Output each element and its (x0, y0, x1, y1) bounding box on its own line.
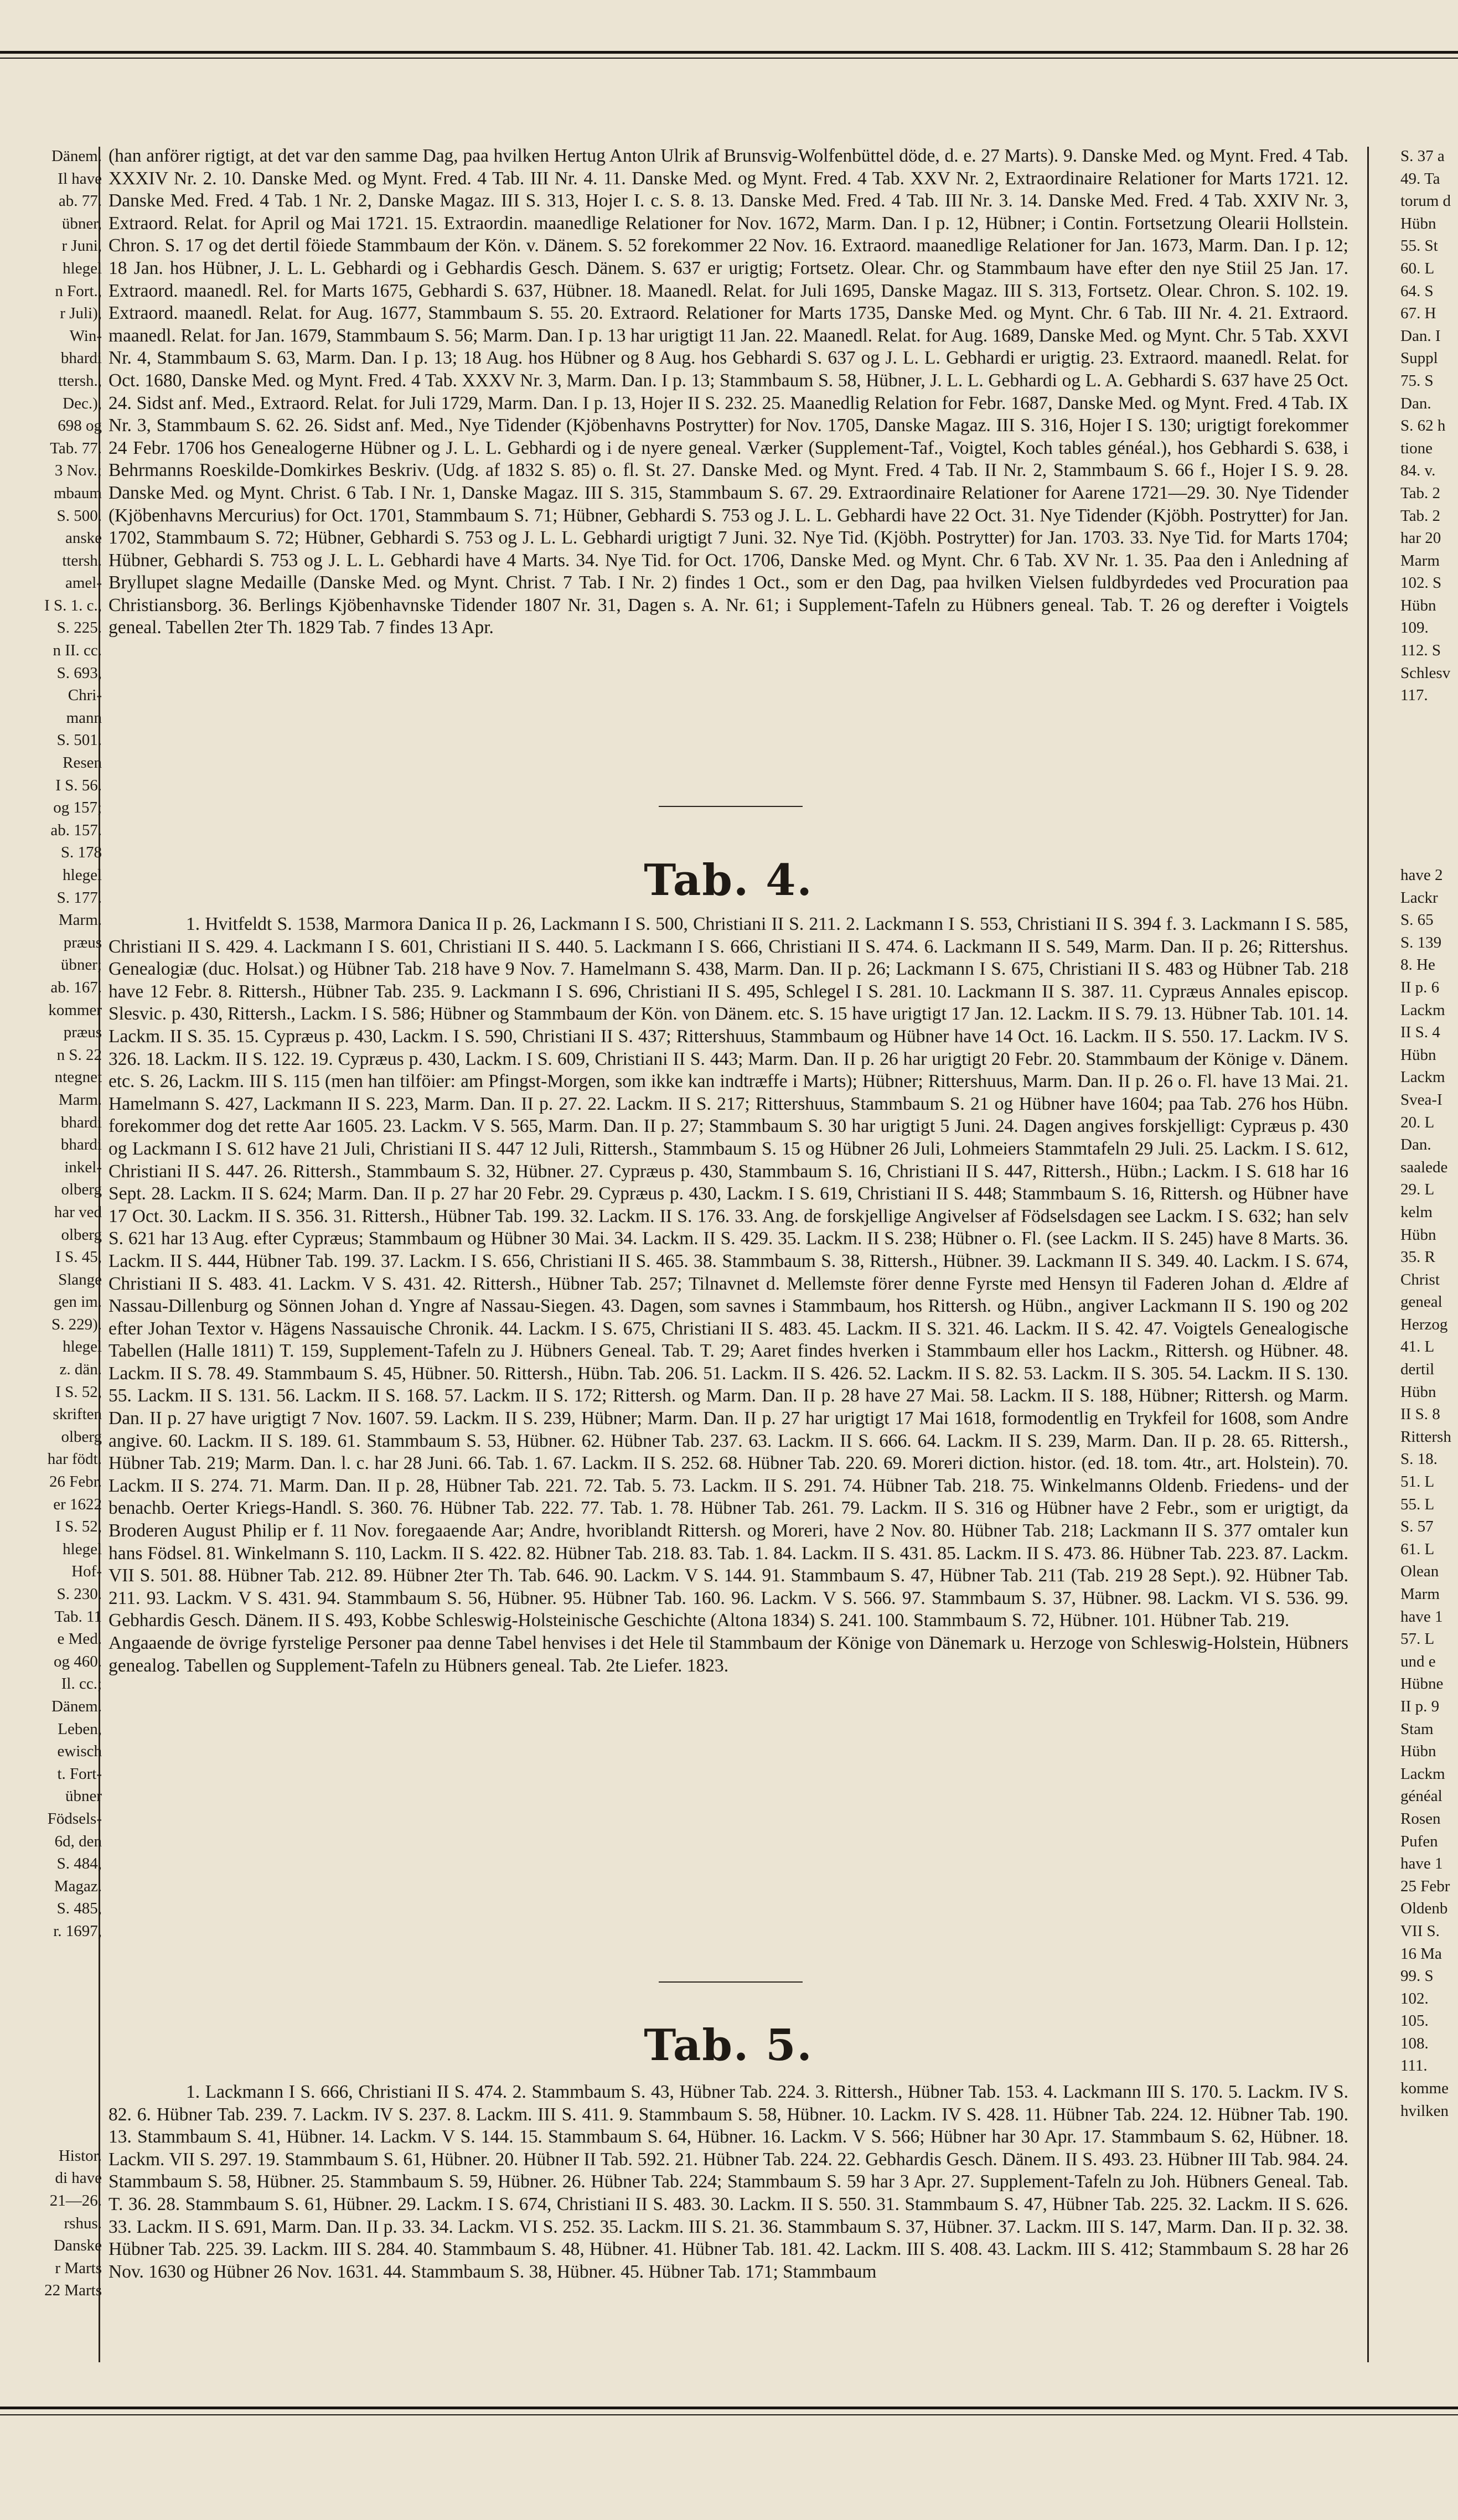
right-margin-line: Hübn (1400, 1742, 1436, 1761)
right-margin-line: Svea-I (1400, 1090, 1443, 1109)
right-margin-line: 57. L (1400, 1630, 1435, 1648)
left-margin-line: ab. 157. (50, 821, 102, 839)
right-margin-line: 41. L (1400, 1338, 1435, 1356)
left-margin-line (2, 1965, 102, 1988)
right-margin-line: 35. R (1400, 1248, 1435, 1266)
left-margin-line: Chri- (68, 686, 102, 705)
left-margin-line: 6d, den (54, 1832, 102, 1850)
left-margin-line: n II. cc. (53, 641, 102, 660)
left-margin-line: ttersh., (58, 371, 102, 390)
left-margin-line: 698 og (58, 417, 102, 435)
right-margin-line: 105. (1400, 2012, 1429, 2030)
left-margin-line: ewisch (57, 1742, 102, 1761)
left-margin-line: olberg (61, 1427, 102, 1446)
left-margin-line: gen im. (54, 1293, 102, 1311)
left-margin-line: S. 178 (60, 844, 102, 862)
left-margin-line: rshus. (64, 2214, 102, 2232)
left-margin-line: Histor. (58, 2146, 102, 2165)
right-margin-line: 61. L (1400, 1540, 1435, 1558)
left-margin-line: S. 484, (56, 1855, 102, 1873)
right-margin-line: 55. St (1400, 237, 1438, 255)
left-margin-line (2, 2077, 102, 2100)
right-margin-line: 111. (1400, 2057, 1428, 2075)
right-margin-line: 67. H (1400, 304, 1436, 323)
left-margin-line: ab. 167. (50, 978, 102, 996)
right-margin-line: har 20 (1400, 529, 1441, 547)
left-margin-line: olberg (61, 1225, 102, 1244)
left-margin-line (2, 2100, 102, 2123)
left-margin-line: hlegel (63, 259, 102, 277)
left-margin-line: 21—26. (49, 2192, 102, 2210)
right-margin-fragments (1400, 145, 1458, 2122)
right-margin-line: und e (1400, 1652, 1436, 1670)
tab4-heading: Tab. 4. (644, 855, 813, 905)
right-margin-line: 16 Ma (1400, 1944, 1442, 1963)
left-margin-line: 26 Febr. (49, 1473, 102, 1491)
left-margin-line: I S. 45, (55, 1248, 102, 1266)
top-paragraph: (han anförer rigtigt, at det var den samme Dag, paa hvilken Hertug Anton Ulrik af Brunsvig-Wolfenbüttel döde, d. e. 27 Marts). 9. Danske Med. og Mynt. Fred. 4 Tab. XXXIV Nr. 2. 10. Danske Med. og Mynt. Fred. 4 Tab. III Nr. 4. 11. Danske Med. og Mynt. Fred. 4 Tab. XXV Nr. 2, Extraordinaire Relationer for Marts 1721. 12. Danske Med. Fred. 4 Tab. 1 Nr. 2, Danske Magaz. III S. 313, Hojer I. c. S. 8. 13. Danske Med. Fred. 4 Tab. III Nr. 3. 14. Danske Med. Fred. 4 Tab. XXIV Nr. 3, Extraord. Relat. for April og Mai 1721. 15. Extraordin. maanedlige Relationer for Nov. 1672, Marm. Dan. I p. 12, Hübner; i Contin. Fortsetzung Olearii Hollstein. Chron. S. 17 og det dertil föiede Stammbaum der Kön. v. Dänem. S. 52 forekommer 22 Nov. 16. Extraord. maanedlige Relationer for Jan. 1673, Marm. Dan. I p. 12; 18 Jan. hos Hübner, J. L. L. Gebhardi og i Gebhardis Gesch. Dänem. S. 637 er urigtig; Fortsetz. Olear. Chr. og Stammbaum have efter den nye Stiil 25 Jan. 17. Extraord. maanedl. Rel. for Marts 1675, Gebhardi S. 637, Hübner. 18. Maanedl. Relat. for Juli 1695, Danske Magaz. III S. 313, Fortsetz. Olear. Chron. S. 102. 19. Extraord. maanedl. Relat. for Aug. 1677, Stammbaum S. 55. 20. Extraord. Relationer for Marts 1735, Danske Med. og Mynt. Chr. 6 Tab. III Nr. 4. 21. Extraord. maanedl. Relat. for Jan. 1679, Stammbaum S. 56; Marm. Dan. I p. 13 har urigtigt 11 Jan. 22. Maanedl. Relat. for Aug. 1689, Danske Med. og Mynt. Chr. 5 Tab. XXVI Nr. 4, Stammbaum S. 63, Marm. Dan. I p. 13; 18 Aug. hos Hübner og 8 Aug. hos Gebhardi S. 637 og J. L. L. Gebhardi er urigtig. 23. Extraord. maanedl. Relat. for Oct. 1680, Danske Med. og Mynt. Fred. 4 Tab. XXXV Nr. 3, Marm. Dan. I p. 13; Stammbaum S. 58, Hübner, J. L. L. Gebhardi og L. A. Gebhardi S. 637 have 25 Oct. 24. Sidst anf. Med., Extraord. Relat. for Juli 1729, Marm. Dan. I p. 13, Hojer II S. 232. 25. Maanedlig Relation for Febr. 1687, Danske Med. og Mynt. Fred. 4 Tab. IX Nr. 3, Stammbaum S. 62. 26. Sidst anf. Med., Nye Tidender (Kjöbenhavns Postrytter) for Nov. 1705, Danske Magaz. III S. 316, Hojer I S. 130; urigtigt forekommer 24 Febr. 1706 hos Genealogerne Hübner og J. L. L. Gebhardi og i de nyere geneal. Værker (Supplement-Taf., Voigtel, Koch tables généal.), hos Gebhardi S. 638, i Behrmanns Roeskilde-Domkirkes Beskriv. (Udg. af 1832 S. 85) o. fl. St. 27. Danske Med. og Mynt. Fred. 4 Tab. II Nr. 2, Stammbaum S. 66 f., Hojer I S. 9. 28. Danske Med. og Mynt. Christ. 6 Tab. I Nr. 1, Danske Magaz. III S. 315, Stammbaum S. 67. 29. Extraordinaire Relationer for Aarene 1721—29. 30. Nye Tidender (Kjöbenhavns Mercurius) for Oct. 1701, Stammbaum S. 71; Hübner, Gebhardi S. 753 og J. L. L. Gebhardi have 22 Oct. 31. Nye Tidender (Kjöbh. Postrytter) for Jan. 1702, Stammbaum S. 72; Hübner, Gebhardi S. 753 og J. L. L. Gebhardi urigtigt 7 Juni. 32. Nye Tid. (Kjöbh. Postrytter) for Jan. 1703. 33. Nye Tid. for Marts 1704; Hübner, Gebhardi S. 753 og J. L. L. Gebhardi have 4 Marts. 34. Nye Tid. for Oct. 1706, Danske Med. og Mynt. Chr. 6 Tab. XV Nr. 1. 35. Paa den i Anledning af Bryllupet slagne Medaille (Danske Med. og Mynt. Christ. 7 Tab. I Nr. 2) findes 1 Oct., som er den Dag, paa hvilken Vielsen fuldbyrdedes ved Procuration paa Christiansborg. 36. Berlings Kjöbenhavnske Tidender 1807 Nr. 31, Dagen s. A. Nr. 61; i Supplement-Tafeln zu Hübners geneal. Tab. T. 26 og derefter i Voigtels geneal. Tabellen 2ter Th. 1829 Tab. 7 findes 13 Apr. (108, 146, 1348, 638)
right-margin-line: Hübn (1400, 1046, 1436, 1064)
left-margin-line: übner; (60, 956, 102, 974)
right-margin-line (1400, 707, 1458, 729)
tab5-notes (108, 2081, 1348, 2283)
right-margin-line: Marm (1400, 551, 1440, 570)
left-margin-line: S. 230. (56, 1585, 102, 1603)
right-margin-line (1400, 729, 1458, 752)
left-margin-line: di have (55, 2169, 102, 2187)
right-margin-line (1400, 841, 1458, 864)
left-margin-line: t. Fort- (57, 1764, 102, 1783)
left-margin-line: übner (65, 1787, 102, 1805)
left-margin-line: bhardi (60, 349, 102, 368)
left-margin-line: Win- (69, 327, 102, 345)
left-margin-line: har ved (54, 1203, 102, 1221)
left-margin-line: inkel- (64, 1158, 102, 1176)
left-margin-line: har födt. (47, 1450, 102, 1468)
right-margin-line: Suppl (1400, 349, 1438, 368)
left-margin-line: I S. 52, (55, 1383, 102, 1401)
left-margin-line: 22 Marts (44, 2281, 102, 2300)
left-margin-line: mann (66, 708, 102, 727)
bottom-rule (0, 2407, 1458, 2409)
left-margin-line (2, 2010, 102, 2032)
right-margin-line: S. 18. (1400, 1450, 1438, 1468)
left-margin-line: übner, (61, 214, 102, 232)
left-margin-line: e Med. (57, 1630, 102, 1648)
left-margin-line: ab. 77. (58, 192, 102, 210)
tab4-paragraph-1: 1. Hvitfeldt S. 1538, Marmora Danica II p. 26, Lackmann I S. 500, Christiani II S. 211. 2. Lackmann I S. 553, Christiani II S. 394 f. 3. Lackmann I S. 585, Christiani II S. 429. 4. Lackmann I S. 601, Christiani II S. 440. 5. Lackmann I S. 666, Christiani II S. 474. 6. Lackmann II S. 549, Marm. Dan. II p. 26; Rittershus. Genealogiæ (duc. Holsat.) og Hübner Tab. 218 have 9 Nov. 7. Hamelmann S. 438, Marm. Dan. II p. 26; Lackmann I S. 675, Christiani II S. 483 og Hübner Tab. 218 have 12 Febr. 8. Rittersh., Hübner Tab. 235. 9. Lackmann I S. 696, Christiani II S. 495, Schlegel I S. 281. 10. Lackmann II S. 387. 11. Cypræus Annales episcop. Slesvic. p. 430, Rittersh., Lackm. I S. 586; Hübner og Stammbaum der Kön. von Dänem. etc. S. 15 have urigtigt 17 Jan. 12. Lackm. II S. 79. 13. Hübner Tab. 101. 14. Lackm. II S. 35. 15. Cypræus p. 430, Lackm. I S. 590, Christiani II S. 437; Rittershuus, Stammbaum og Hübner have 14 Oct. 16. Lackm. II S. 550. 17. Lackm. IV S. 326. 18. Lackm. II S. 122. 19. Cypræus p. 430, Lackm. I S. 609, Christiani II S. 443; Marm. Dan. II p. 26 har urigtigt 20 Febr. 20. Stammbaum der Könige v. Dänem. etc. S. 26, Lackm. III S. 115 (men han tilföier: am Pfingst-Morgen, som ikke kan indtræffe i Marts); Hübner; Rittershuus, Marm. Dan. II p. 26 o. Fl. have 13 Mai. 21. Hamelmann S. 427, Lackmann II S. 223, Marm. Dan. II p. 27. 22. Lackm. II S. 217; Rittershuus, Stammbaum S. 21 og Hübner have 1604; paa Tab. 276 hos Hübn. forekommer dog det rette Aar 1605. 23. Lackm. V S. 565, Marm. Dan. II p. 27; Stammbaum S. 30 har urigtigt 5 Juni. 24. Dagen angives forskjelligt: Cypræus p. 430 og Lackmann I S. 612 have 21 Juli, Christiani II S. 447 12 Juli, Rittersh., Stammbaum S. 15 og Hübner 26 Juli, Lohmeiers Stammtafeln 29 Juli. 25. Lackm. I S. 612, Christiani II S. 447. 26. Rittersh., Stammbaum S. 32, Hübner. 27. Cypræus p. 430, Stammbaum S. 16, Christiani II S. 447, Rittersh., Hübn.; Lackm. I S. 618 har 16 Sept. 28. Lackm. II S. 624; Marm. Dan. II p. 27 har 20 Febr. 29. Cypræus p. 430, Lackm. I S. 619, Christiani II S. 448; Stammbaum S. 16, Rittersh. og Hübner have 17 Oct. 30. Lackm. II S. 356. 31. Rittersh., Hübner Tab. 199. 32. Lackm. II S. 176. 33. Ang. de forskjellige Angivelser af Födselsdagen see Lackm. I S. 632; han selv S. 621 har 13 Aug. efter Cypræus; Stammbaum og Hübner 30 Mai. 34. Lackm. II S. 429. 35. Lackm. II S. 238; Hübner o. Fl. (see Lackm. II S. 245) have 8 Marts. 36. Lackm. II S. 444, Hübner Tab. 199. 37. Lackm. I S. 656, Christiani II S. 465. 38. Stammbaum S. 38, Rittersh., Hübner. 39. Lackmann II S. 349. 40. Lackm. I S. 674, Christiani II S. 483. 41. Lackm. V S. 431. 42. Rittersh., Hübner Tab. 257; Tilnavnet d. Mellemste förer denne Fyrste med Hensyn til Faderen Johan d. Ældre af Nassau-Dillenburg og Sönnen Johan d. Yngre af Nassau-Siegen. 43. Dagen, som savnes i Stammbaum, hos Rittersh. og Hübn., angiver Lackmann II S. 190 og 202 efter Johan Textor v. Hägens Nassauische Chronik. 44. Lackm. I S. 675, Christiani II S. 483. 45. Lackm. II S. 321. 46. Lackm. II S. 42. 47. Voigtels Genealogische Tabellen (Halle 1811) T. 159, Supplement-Tafeln zu J. Hübners Geneal. Tab. T. 29; Aaret findes hverken i Stammbaum eller hos Lackm., Rittersh. og Hübner. 48. Lackm. II S. 78. 49. Stammbaum S. 45, Hübner. 50. Rittersh., Hübn. Tab. 206. 51. Lackm. II S. 426. 52. Lackm. II S. 82. 53. Lackm. II S. 305. 54. Lackm. II S. 130. 55. Lackm. II S. 131. 56. Lackm. II S. 168. 57. Lackm. II S. 172; Rittersh. og Marm. Dan. II p. 28 have 27 Mai. 58. Lackm. II S. 188, Hübner; Rittersh. og Marm. Dan. II p. 27 have urigtigt 7 Nov. 1607. 59. Lackm. II S. 239, Hübner; Marm. Dan. II p. 27 har urigtigt 17 Mai 1618, formodentlig en Trykfeil for 1608, som Andre angive. 60. Lackm. II S. 189. 61. Stammbaum S. 53, Hübner. 62. Hübner Tab. 237. 63. Lackm. II S. 666. 64. Lackm. II S. 239, Marm. Dan. II p. 28. 65. Rittersh., Hübner Tab. 219; Marm. Dan. l. c. har 28 Juni. 66. Tab. 1. 67. Lackm. II S. 252. 68. Hübner Tab. 220. 69. Moreri diction. histor. (ed. 18. tom. 4tr., art. Holstein). 70. Lackm. II S. 274. 71. Marm. Dan. II p. 28, Hübner Tab. 221. 72. Tab. 5. 73. Lackm. II S. 291. 74. Hübner Tab. 218. 75. Winkelmanns Oldenb. Friedens- und der benachb. Oerter Kriegs-Handl. S. 360. 76. Hübner Tab. 222. 77. Tab. 1. 78. Hübner Tab. 261. 79. Lackm. II S. 316 og Hübner have 2 Febr., som er urigtigt, da Broderen August Philip er f. 11 Nov. foregaaende Aar; Andre, hvoriblandt Rittersh. og Moreri, have 2 Nov. 80. Hübner Tab. 218; Lackmann II S. 377 omtaler kun hans Födsel. 81. Winkelmann S. 110, Lackm. II S. 422. 82. Hübner Tab. 218. 83. Tab. 1. 84. Lackm. II S. 431. 85. Lackm. II S. 473. 86. Hübner Tab. 223. 87. Lackm. VII S. 501. 88. Hübner Tab. 212. 89. Hübner 2ter Th. Tab. 646. 90. Lackm. V S. 144. 91. Stammbaum S. 47, Hübner Tab. 211 (Tab. 219 28 Sept.). 92. Hübner Tab. 211. 93. Lackm. V S. 431. 94. Stammbaum S. 56, Hübner. 95. Hübner Tab. 160. 96. Lackm. V S. 566. 97. Stammbaum S. 37, Hübner. 98. Lackm. VI S. 536. 99. Gebhardis Gesch. Dänem. II S. 493, Kobbe Schleswig-Holsteinische Geschichte (Altona 1834) S. 241. 100. Stammbaum S. 72, Hübner. 101. Hübner Tab. 219. (108, 914, 1348, 1631)
left-margin-line: amel- (65, 574, 102, 592)
right-margin-line: Tab. 2 (1400, 506, 1441, 525)
right-margin-line: torum d (1400, 192, 1451, 210)
left-margin-line: r Juli), (60, 304, 102, 323)
left-margin-line: og 460. (54, 1652, 102, 1670)
top-rule-thin (0, 58, 1458, 59)
left-margin-line: skriften (53, 1405, 102, 1424)
left-margin-line: bhardi (60, 1113, 102, 1131)
right-margin-line: II S. 8 (1400, 1405, 1440, 1424)
right-margin-line: 8. He (1400, 956, 1435, 974)
right-margin-line: 51. L (1400, 1473, 1435, 1491)
left-margin-line: Marm. (58, 1090, 102, 1109)
right-margin-line: 75. S (1400, 371, 1434, 390)
left-margin-line: S. 693, (56, 664, 102, 682)
left-margin-line: Il. cc.; (61, 1675, 102, 1693)
tab4-paragraph-2: Angaaende de övrige fyrstelige Personer paa denne Tabel henvises i det Hele til Stammbaum der Könige von Dänemark u. Herzoge von Schleswig-Holstein, Hübners genealog. Tabellen og Supplement-Tafeln zu Hübners geneal. Tab. 2te Liefer. 1823. (108, 1633, 1348, 1676)
left-margin-line: S. 501. (56, 731, 102, 749)
left-margin-line: Födsels- (47, 1809, 102, 1828)
left-margin-line: Tab. 77. (50, 439, 102, 457)
right-margin-line: Lackm (1400, 1764, 1445, 1783)
right-margin-line: have 1 (1400, 1607, 1443, 1626)
left-margin-line: Danske (54, 2237, 102, 2255)
right-margin-line: 64. S (1400, 282, 1434, 300)
right-margin-line: have 1 (1400, 1855, 1443, 1873)
right-margin-line: dertil (1400, 1360, 1435, 1379)
left-margin-line: Leben, (58, 1720, 102, 1738)
right-margin-line: saalede (1400, 1158, 1448, 1176)
left-margin-line: Dänem. (51, 147, 102, 165)
right-margin-line: Lackr (1400, 888, 1438, 907)
left-margin-line: 3 Nov.; (54, 462, 102, 480)
left-margin-line: Hof- (71, 1562, 102, 1581)
right-margin-line: 102. (1400, 1989, 1429, 2007)
left-margin-line: S. 485, (56, 1900, 102, 1918)
left-margin-line (2, 1988, 102, 2010)
right-margin-line: hvilken (1400, 2102, 1449, 2120)
left-margin-line: n S. 22 (56, 1046, 102, 1064)
left-margin-line: hlegel (63, 1338, 102, 1356)
right-margin-line: 84. v. (1400, 462, 1436, 480)
right-margin-line (1400, 796, 1458, 819)
right-column-rule (1367, 147, 1369, 2362)
right-margin-line: have 2 (1400, 866, 1443, 884)
right-margin-line: Stam (1400, 1720, 1434, 1738)
left-margin-line: bhardi (60, 1136, 102, 1154)
left-margin-line: Dänem. (51, 1697, 102, 1715)
left-margin-line (2, 2122, 102, 2145)
section-divider-2 (659, 1981, 803, 1983)
left-margin-line: I S. 56. (55, 776, 102, 794)
right-margin-line: Tab. 2 (1400, 484, 1441, 502)
right-margin-line: Marm (1400, 1585, 1440, 1603)
right-margin-line: 25 Febr (1400, 1877, 1450, 1895)
right-margin-line: Schlesv (1400, 664, 1451, 682)
left-margin-line: er 1622 (53, 1495, 102, 1513)
right-margin-line: Rittersh (1400, 1427, 1451, 1446)
right-margin-line: Pufen (1400, 1832, 1438, 1850)
right-margin-line: 55. L (1400, 1495, 1435, 1513)
left-margin-line: I S. 1. c., (44, 596, 102, 614)
left-margin-line (2, 2032, 102, 2055)
right-margin-line: Dan. (1400, 1136, 1431, 1154)
left-margin-line: Tab. 11 (54, 1607, 102, 1626)
left-margin-line: n Fort., (55, 282, 102, 300)
right-margin-line: 108. (1400, 2034, 1429, 2052)
right-margin-line: S. 37 a (1400, 147, 1445, 165)
right-margin-line: komme (1400, 2079, 1449, 2098)
right-margin-line: 102. S (1400, 574, 1442, 592)
right-margin-line: Dan. (1400, 394, 1431, 412)
right-margin-line: Dan. I (1400, 327, 1441, 345)
left-margin-fragments (2, 145, 102, 2302)
left-margin-line: mbaum (54, 484, 102, 502)
right-margin-line: Lackm (1400, 1001, 1445, 1019)
left-margin-line: Magaz. (54, 1877, 102, 1895)
left-margin-line (2, 1943, 102, 1965)
right-margin-line: II p. 9 (1400, 1697, 1440, 1715)
right-margin-line: généal (1400, 1787, 1443, 1805)
right-margin-line: S. 62 h (1400, 417, 1446, 435)
left-margin-line: olberg (61, 1181, 102, 1199)
left-margin-line: I S. 52, (55, 1518, 102, 1536)
right-margin-line (1400, 752, 1458, 774)
left-margin-line: r. 1697, (53, 1922, 102, 1940)
right-margin-line: Oldenb (1400, 1900, 1448, 1918)
right-margin-line: 29. L (1400, 1181, 1435, 1199)
right-margin-line (1400, 774, 1458, 797)
right-margin-line: Hübn (1400, 596, 1436, 614)
right-margin-line: Lackm (1400, 1068, 1445, 1086)
left-margin-line: r Juni, (61, 237, 102, 255)
left-margin-line: anske (65, 529, 102, 547)
right-margin-line: 49. Ta (1400, 169, 1440, 188)
right-margin-line: Olean (1400, 1562, 1439, 1581)
right-margin-line: S. 139 (1400, 933, 1442, 951)
left-margin-line: S. 177. (56, 888, 102, 907)
right-margin-line: 117. (1400, 686, 1428, 705)
left-margin-line: z. dän. (59, 1360, 102, 1379)
left-margin-line: Dec.), (63, 394, 102, 412)
right-margin-line: Rosen (1400, 1809, 1441, 1828)
left-margin-line: Marm. (58, 911, 102, 929)
left-margin-line: Il have (58, 169, 102, 188)
right-margin-line: S. 65 (1400, 911, 1434, 929)
top-notes (108, 145, 1348, 639)
left-margin-line: ttersh. (62, 551, 102, 570)
bottom-rule-thin (0, 2414, 1458, 2415)
left-margin-line: præus (63, 933, 102, 951)
left-margin-line: S. 229). (51, 1315, 102, 1333)
left-margin-line: S. 225. (56, 619, 102, 637)
top-rule (0, 51, 1458, 54)
tab5-heading: Tab. 5. (644, 2020, 813, 2071)
right-margin-line: S. 57 (1400, 1518, 1434, 1536)
left-margin-line: og 157; (53, 799, 102, 817)
left-margin-line: Slange (58, 1270, 102, 1289)
left-margin-line (2, 2055, 102, 2077)
tab5-paragraph: 1. Lackmann I S. 666, Christiani II S. 474. 2. Stammbaum S. 43, Hübner Tab. 224. 3. Rittersh., Hübner Tab. 153. 4. Lackmann III S. 170. 5. Lackm. IV S. 82. 6. Hübner Tab. 239. 7. Lackm. IV S. 237. 8. Lackm. III S. 411. 9. Stammbaum S. 58, Hübner. 10. Lackm. IV S. 428. 11. Hübner Tab. 224. 12. Hübner Tab. 190. 13. Stammbaum S. 41, Hübner. 14. Lackm. V S. 144. 15. Stammbaum S. 64, Hübner. 16. Lackm. V S. 566; Hübner har 30 Apr. 17. Stammbaum S. 62, Hübner. 18. Lackm. VII S. 297. 19. Stammbaum S. 61, Hübner. 20. Hübner II Tab. 592. 21. Hübner Tab. 224. 22. Gebhardis Gesch. Dänem. II S. 493. 23. Hübner III Tab. 984. 24. Stammbaum S. 58, Hübner. 25. Stammbaum S. 59, Hübner. 26. Hübner Tab. 224; Stammbaum S. 59 har 3 Apr. 27. Supplement-Tafeln zu Joh. Hübners Geneal. Tab. T. 36. 28. Stammbaum S. 61, Hübner. 29. Lackm. I S. 674, Christiani II S. 483. 30. Lackm. II S. 550. 31. Stammbaum S. 47, Hübner Tab. 225. 32. Lackm. II S. 626. 33. Lackm. II S. 691, Marm. Dan. II p. 33. 34. Lackm. VI S. 252. 35. Lackm. III S. 21. 36. Stammbaum S. 37, Hübner. 37. Lackm. III S. 147, Marm. Dan. II p. 32. 38. Hübner Tab. 225. 39. Lackm. III S. 284. 40. Stammbaum S. 48, Hübner. 41. Hübner Tab. 181. 42. Lackm. III S. 408. 43. Lackm. III S. 412; Stammbaum S. 28 har 26 Nov. 1630 og Hübner 26 Nov. 1631. 44. Stammbaum S. 38, Hübner. 45. Hübner Tab. 171; Stammbaum (108, 2082, 1348, 2282)
right-margin-line: 20. L (1400, 1113, 1435, 1131)
right-margin-line: Hübn (1400, 1383, 1436, 1401)
left-margin-line: kommer (48, 1001, 102, 1019)
right-margin-line (1400, 819, 1458, 842)
right-margin-line: Hübn (1400, 1225, 1436, 1244)
right-margin-line: II S. 4 (1400, 1023, 1440, 1042)
right-margin-line: geneal (1400, 1293, 1443, 1311)
right-margin-line: 112. S (1400, 641, 1441, 660)
right-margin-line: 99. S (1400, 1967, 1434, 1985)
right-margin-line: 109. (1400, 619, 1429, 637)
left-margin-line: ntegnet (54, 1068, 102, 1086)
right-margin-line: tione (1400, 439, 1433, 457)
right-margin-line: Hübne (1400, 1675, 1444, 1693)
right-margin-line: kelm (1400, 1203, 1433, 1221)
left-margin-line: præus (63, 1023, 102, 1042)
right-margin-line: Christ (1400, 1270, 1440, 1289)
right-margin-line: II p. 6 (1400, 978, 1440, 996)
left-margin-line: hlegel (63, 866, 102, 884)
left-margin-line: r Marts (55, 2259, 102, 2277)
right-margin-line: Hübn (1400, 214, 1436, 232)
right-margin-line: VII S. (1400, 1922, 1440, 1940)
right-margin-line: Herzog (1400, 1315, 1448, 1333)
tab4-notes (108, 913, 1348, 1677)
left-margin-line: hlegel (63, 1540, 102, 1558)
right-margin-line: 60. L (1400, 259, 1435, 277)
section-divider (659, 806, 803, 807)
left-margin-line: S. 500. (56, 506, 102, 525)
left-margin-line: Resen (63, 754, 102, 772)
